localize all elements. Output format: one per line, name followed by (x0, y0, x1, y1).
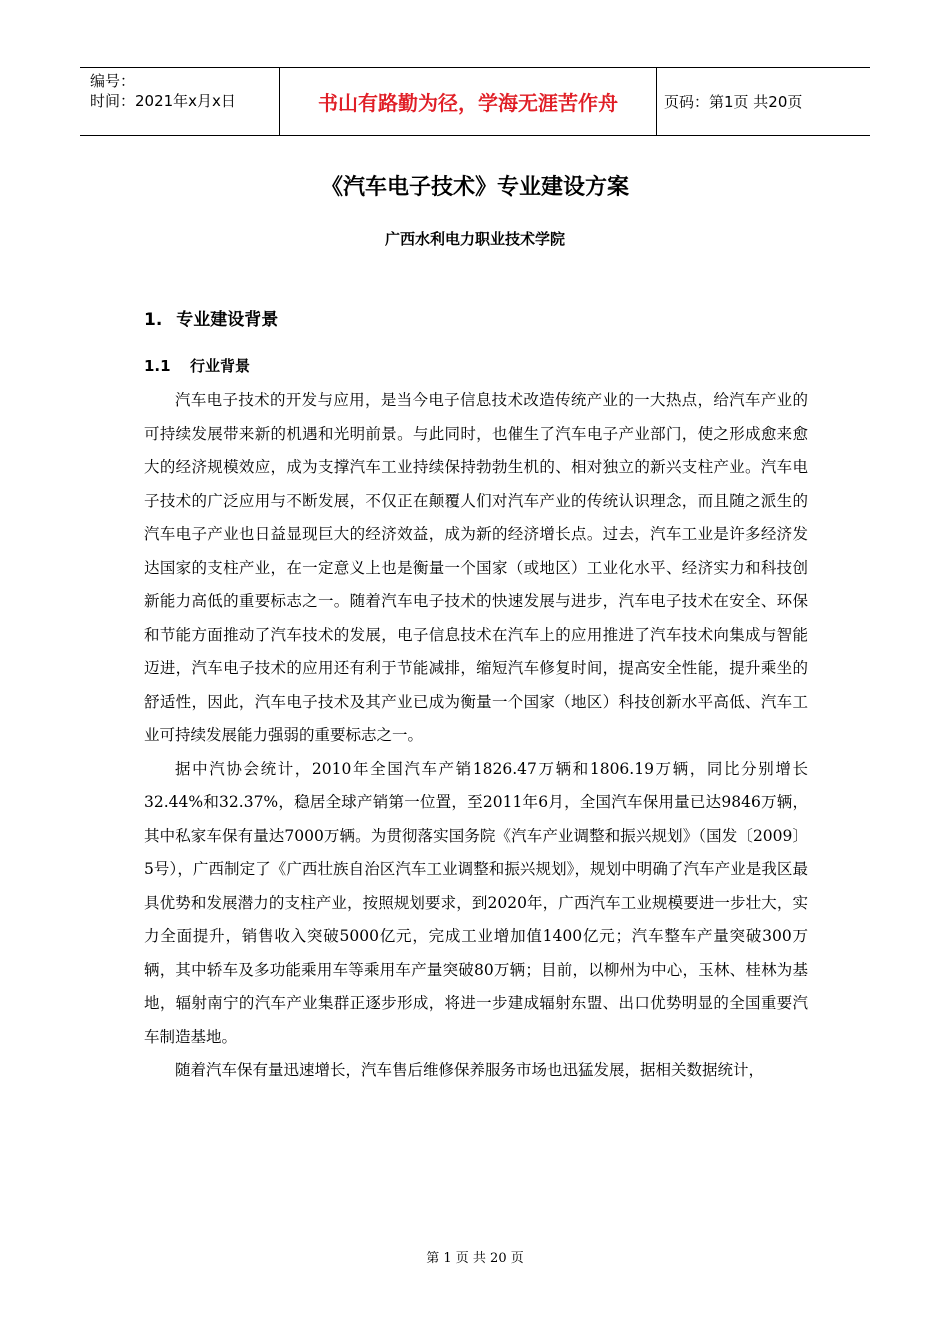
page-header (80, 67, 870, 136)
document-number-label: 编号： (90, 72, 136, 90)
header-motto: 书山有路勤为径，学海无涯苦作舟 (280, 68, 657, 135)
body-text (144, 384, 808, 1088)
header-page-info: 页码：第1页 共20页 (664, 93, 803, 111)
section-heading-1-1 (144, 355, 250, 376)
subsection-number: 1.1 (144, 357, 171, 375)
page-footer: 第 1 页 共 20 页 (426, 1251, 524, 1266)
section-title: 专业建设背景 (176, 310, 279, 330)
paragraph: 据中汽协会统计，2010年全国汽车产销1826.47万辆和1806.19万辆，同比分别增长32.44%和32.37%，稳居全球产销第一位置，至2011年6月，全国汽车保用量已达9846万辆，其中私家车保有量达7000万辆。为贯彻落实国务院《汽车产业调整和振兴规划》（国发〔2009〕5号），广西制定了《广西壮族自治区汽车工业调整和振兴规划》，规划中明确了汽车产业是我区最具优势和发展潜力的支柱产业，按照规划要求，到2020年，广西汽车工业规模要进一步壮大，实力全面提升，销售收入突破5000亿元，完成工业增加值1400亿元；汽车整车产量突破300万辆，其中轿车及多功能乘用车等乘用车产量突破80万辆；目前，以柳州为中心，玉林、桂林为基地，辐射南宁的汽车产业集群正逐步形成，将进一步建成辐射东盟、出口优势明显的全国重要汽车制造基地。 (144, 759, 808, 1046)
section-number: 1. (144, 310, 163, 330)
section-heading-1 (144, 305, 278, 330)
document-time-label: 时间：2021年x月x日 (90, 92, 236, 110)
paragraph: 随着汽车保有量迅速增长，汽车售后维修保养服务市场也迅猛发展，据相关数据统计， (175, 1061, 765, 1079)
header-meta (80, 68, 280, 135)
document-title: 《汽车电子技术》专业建设方案 (320, 175, 629, 200)
document-subtitle: 广西水利电力职业技术学院 (384, 230, 565, 248)
paragraph: 汽车电子技术的开发与应用，是当今电子信息技术改造传统产业的一大热点，给汽车产业的可持续发展带来新的机遇和光明前景。与此同时，也催生了汽车电子产业部门，使之形成愈来愈大的经济规模效应，成为支撑汽车工业持续保持勃勃生机的、相对独立的新兴支柱产业。汽车电子技术的广泛应用与不断发展，不仅正在颠覆人们对汽车产业的传统认识理念，而且随之派生的汽车电子产业也日益显现巨大的经济效益，成为新的经济增长点。过去，汽车工业是许多经济发达国家的支柱产业，在一定意义上也是衡量一个国家（或地区）工业化水平、经济实力和科技创新能力高低的重要标志之一。随着汽车电子技术的快速发展与进步，汽车电子技术在安全、环保和节能方面推动了汽车技术的发展，电子信息技术在汽车上的应用推进了汽车技术向集成与智能迈进，汽车电子技术的应用还有利于节能减排，缩短汽车修复时间，提高安全性能，提升乘坐的舒适性，因此，汽车电子技术及其产业已成为衡量一个国家（地区）科技创新水平高低、汽车工业可持续发展能力强弱的重要标志之一。 (144, 391, 808, 744)
subsection-title: 行业背景 (190, 357, 251, 375)
